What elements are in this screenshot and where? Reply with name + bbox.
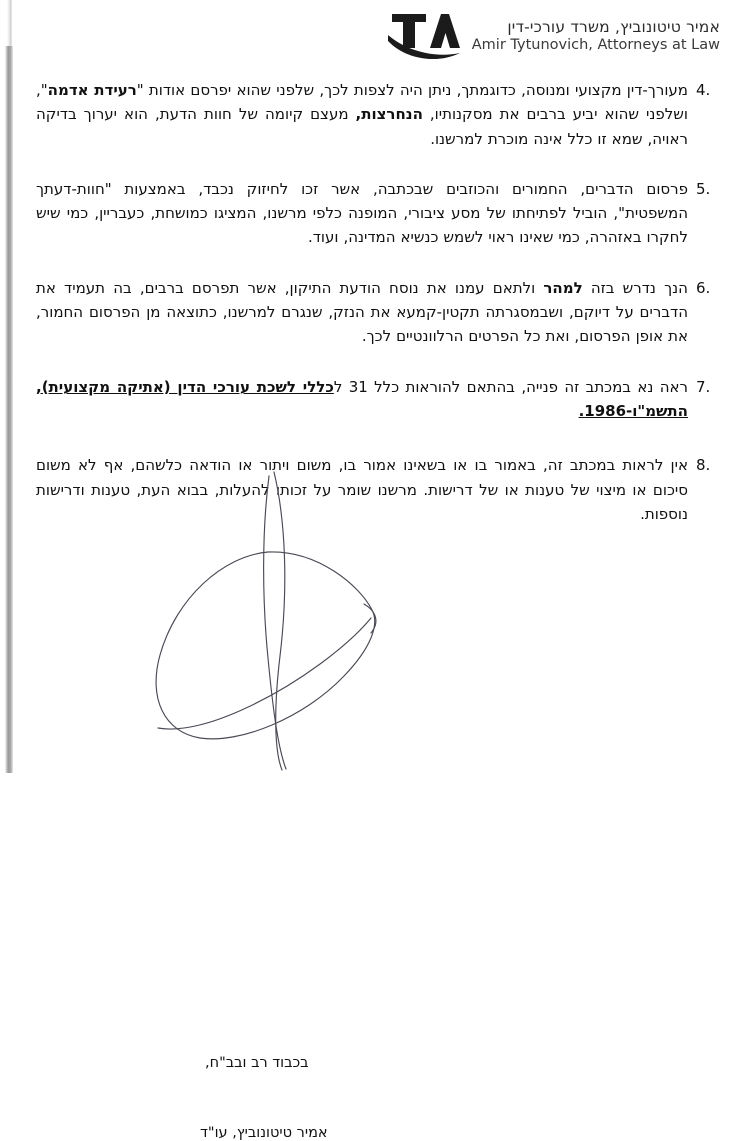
clause-number: 7.	[696, 377, 711, 396]
clause-number: 5.	[696, 179, 711, 198]
firm-logo	[386, 8, 720, 64]
clause-4	[36, 78, 718, 151]
clause-number: 6.	[696, 278, 711, 297]
letter-body	[36, 78, 718, 526]
clause-6	[36, 276, 718, 349]
letterhead	[0, 6, 740, 68]
clause-number: 4.	[696, 81, 711, 99]
handwritten-signature-icon	[128, 470, 428, 773]
clause-7	[36, 375, 718, 424]
firm-name-hebrew: אמיר טיטונוביץ, משרד עורכי-דין	[507, 17, 720, 36]
clause-text: אין לראות במכתב זה, באמור בו או בשאינו אמור בו, משום ויתור או הודאה כלשהם, אף לא משום סיכום או מיצוי של טענות או של דרישות. מרשנו שומר על זכותו להעלות, בבוא העת, טענות ודרישות נוספות.	[36, 456, 688, 523]
signature-name: אמיר טיטונוביץ, עו"ד	[200, 1125, 328, 1141]
clause-text: הנך נדרש בזה למהר ולתאם עמנו את נוסח הודעת התיקון, אשר תפרסם ברבים, בה תעמיד את הדברים על דיוקם, ושבמסגרתה תקטין-קמעא את הנזק, שנגרם למרשנו, כתוצאה מן הפרסום החמור, את אופן הפרסום, ואת כל הפרטים הרלוונטיים לכך.	[36, 278, 688, 346]
firm-name-english: Amir Tytunovich, Attorneys at Law	[471, 37, 720, 54]
clause-text: ראה נא במכתב זה פנייה, בהתאם להוראות כלל 31 לכללי לשכת עורכי הדין (אתיקה מקצועית), התשמ"ו-1986.	[36, 377, 688, 420]
firm-name-block	[472, 19, 720, 54]
signature-regards: בכבוד רב ובב"ח,	[205, 1055, 309, 1071]
clause-text: מעורך-דין מקצועי ומנוסה, כדוגמתך, ניתן היה לצפות לכך, שלפני שהוא יפרסם אודות "רעידת אדמה", ושלפני שהוא יביע ברבים את מסקנותיו, הנחרצות, מעצם קיומה של חוות הדעת, הוא יערוך בדיקה ראויה, שמא זו כלל אינה מוכרת למרשנו.	[36, 81, 689, 148]
signature-block	[0, 470, 740, 1141]
clause-text: פרסום הדברים, החמורים והכוזבים שבכתבה, אשר זכו לחיזוק נכבד, באמצעות "חוות-דעתך המשפטית", הוביל לפתיחתו של מסע ציבורי, המופנה כלפי מרשנו, המציגו כמושחת, כעבריין, כמי שיש לחקרו באזהרה, כמי שאינו ראוי לשמש כנשיא המדינה, ועוד.	[36, 179, 688, 247]
clause-5	[36, 177, 718, 250]
clause-number: 8.	[696, 456, 711, 475]
ta-monogram-icon	[386, 8, 462, 64]
